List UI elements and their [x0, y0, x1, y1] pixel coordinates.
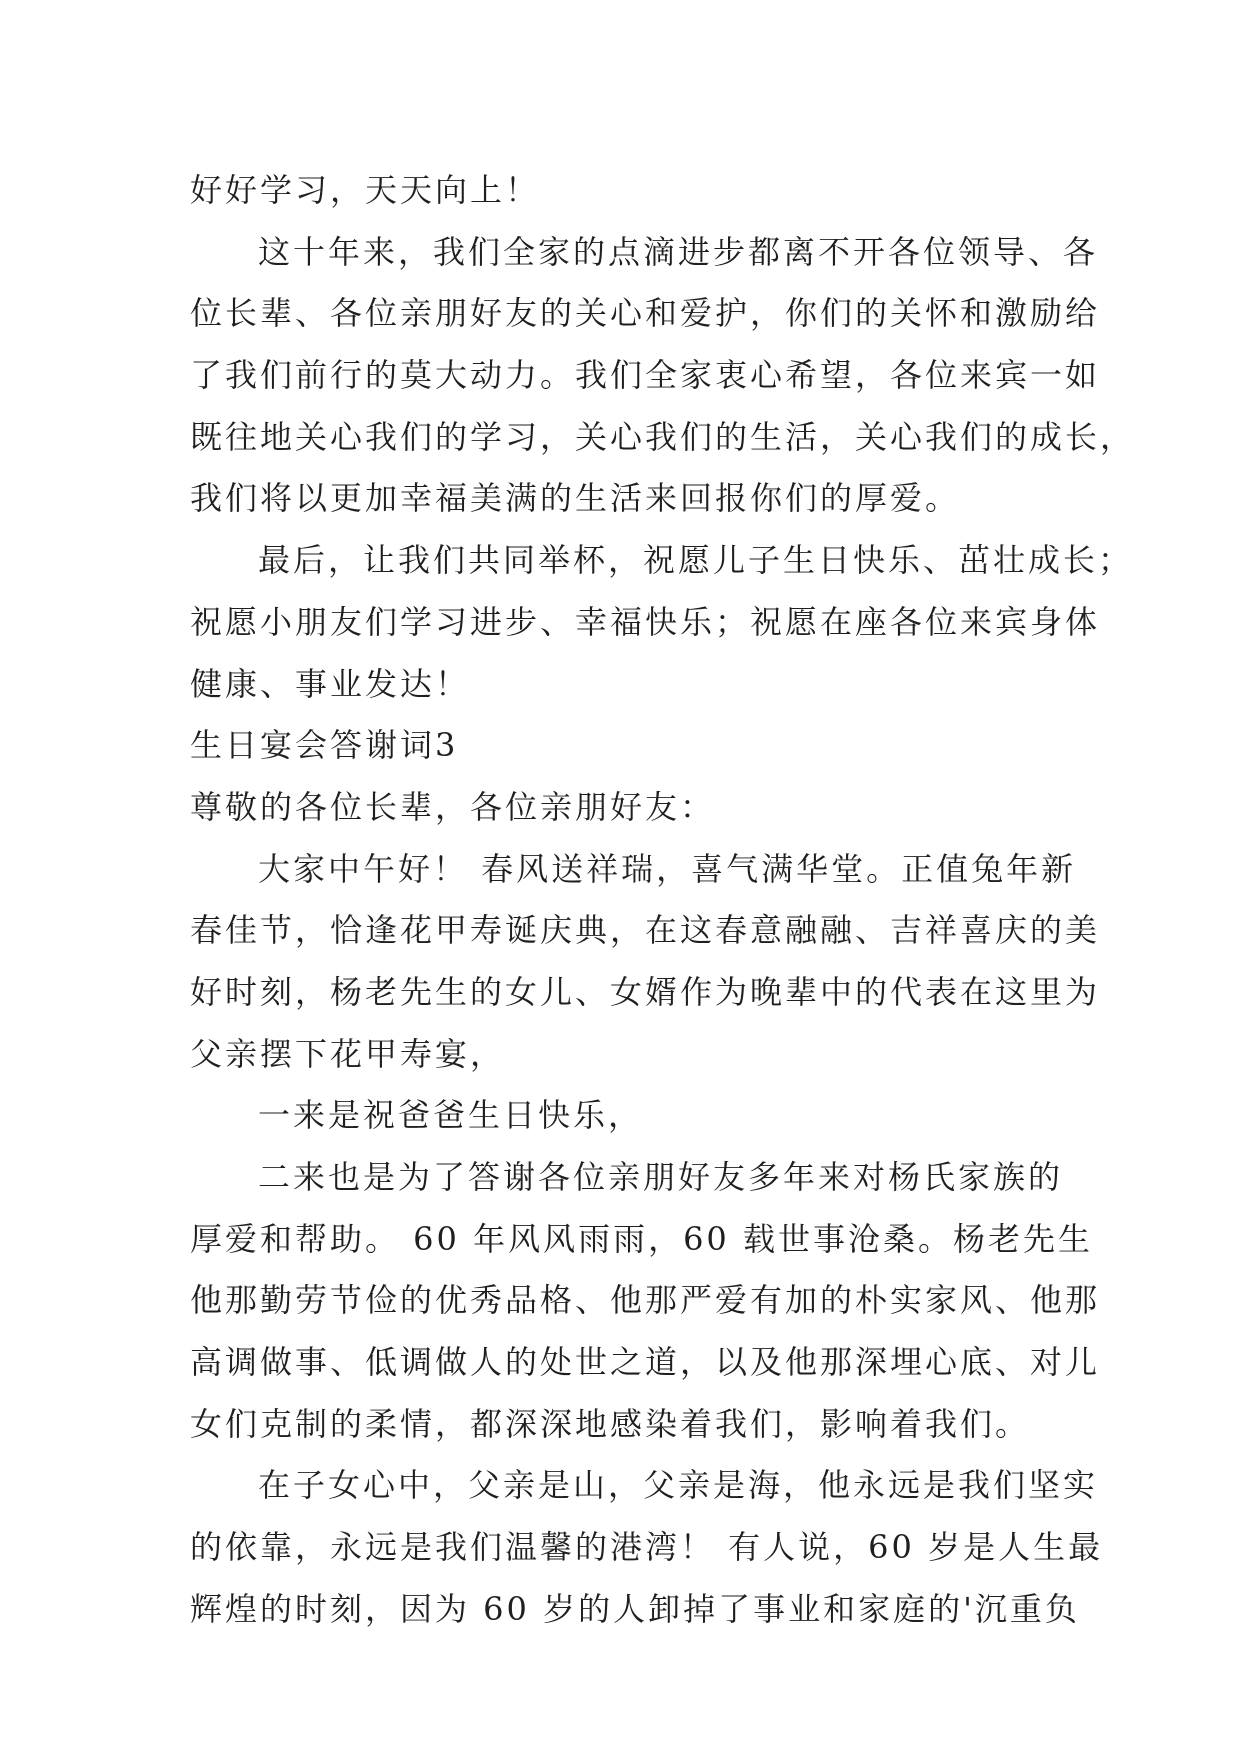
text-line-21: 女们克制的柔情，都深深地感染着我们，影响着我们。: [190, 1404, 1031, 1443]
text-line-22: 在子女心中，父亲是山，父亲是海，他永远是我们坚实: [258, 1466, 1099, 1505]
text-line-4: 了我们前行的莫大动力。我们全家衷心希望，各位来宾一如: [190, 356, 1101, 395]
document-body: [190, 160, 1136, 1641]
text-line-7: 最后，让我们共同举杯，祝愿儿子生日快乐、茁壮成长；: [258, 541, 1134, 580]
text-line-14: 好时刻，杨老先生的女儿、女婿作为晚辈中的代表在这里为: [190, 972, 1101, 1011]
salutation: 尊敬的各位长辈，各位亲朋好友：: [190, 787, 716, 826]
section-heading: 生日宴会答谢词3: [190, 726, 459, 765]
text-line-3: 位长辈、各位亲朋好友的关心和爱护，你们的关怀和激励给: [190, 294, 1101, 333]
text-line-2: 这十年来，我们全家的点滴进步都离不开各位领导、各: [258, 232, 1099, 271]
text-line-12: 大家中午好！ 春风送祥瑞，喜气满华堂。正值兔年新: [258, 849, 1077, 888]
text-line-16: 一来是祝爸爸生日快乐，: [258, 1096, 644, 1135]
text-line-20: 高调做事、低调做人的处世之道，以及他那深埋心底、对儿: [190, 1343, 1101, 1382]
text-line-9: 健康、事业发达！: [190, 664, 471, 703]
text-line-15: 父亲摆下花甲寿宴，: [190, 1034, 506, 1073]
text-line-19: 他那勤劳节俭的优秀品格、他那严爱有加的朴实家风、他那: [190, 1281, 1101, 1320]
text-line-8: 祝愿小朋友们学习进步、幸福快乐；祝愿在座各位来宾身体: [190, 602, 1101, 641]
text-line-13: 春佳节，恰逢花甲寿诞庆典，在这春意融融、吉祥喜庆的美: [190, 911, 1101, 950]
text-line-18: 厚爱和帮助。 60 年风风雨雨，60 载世事沧桑。杨老先生: [190, 1219, 1093, 1258]
text-line-6: 我们将以更加幸福美满的生活来回报你们的厚爱。: [190, 479, 961, 518]
text-line-17: 二来也是为了答谢各位亲朋好友多年来对杨氏家族的: [258, 1158, 1064, 1196]
text-line-5: 既往地关心我们的学习，关心我们的生活，关心我们的成长，: [190, 417, 1136, 456]
text-line-1: 好好学习，天天向上！: [190, 171, 541, 209]
text-line-23: 的依靠，永远是我们温馨的港湾！ 有人说，60 岁是人生最: [190, 1528, 1104, 1567]
text-line-24: 辉煌的时刻，因为 60 岁的人卸掉了事业和家庭的'沉重负: [190, 1589, 1080, 1628]
